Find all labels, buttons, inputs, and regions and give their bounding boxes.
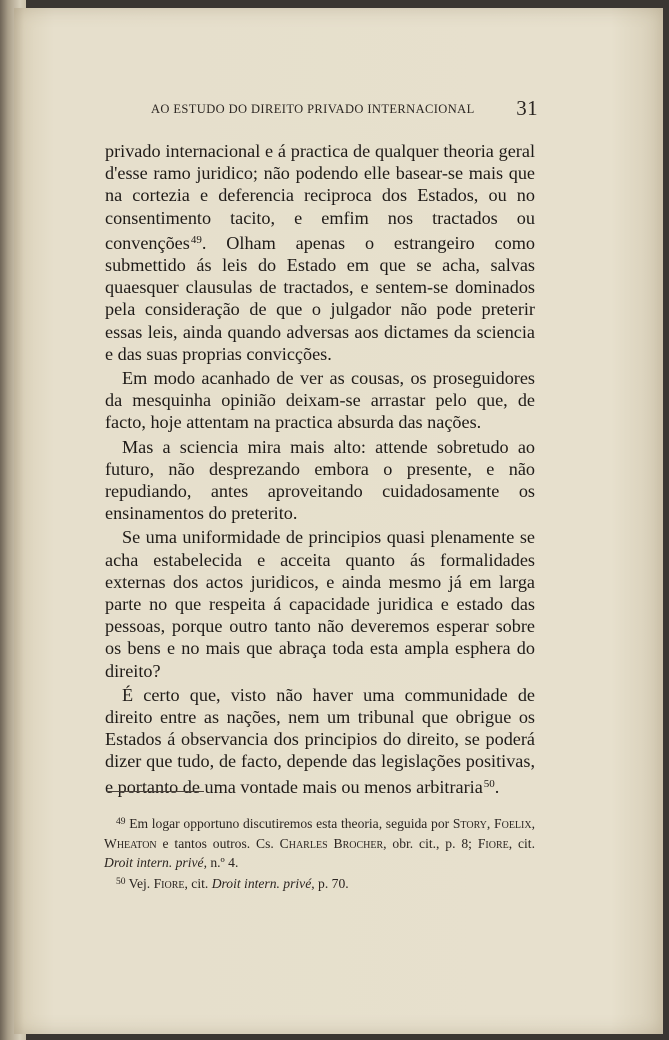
paragraph: Mas a sciencia mira mais alto: attende sobretudo ao futuro, não desprezando embora o presente, e não repudiando, antes aproveitando cuidadosamente os ensinamentos do preterito. [105,436,535,524]
paragraph-text: . [494,776,500,797]
footnote-ref: 50 [483,777,495,790]
footnote-text: , p. 70. [311,875,349,891]
footnote [104,873,535,894]
footnote-text: Em logar opportuno discutiremos esta theoria, seguida por [129,816,450,831]
footnote-text: Vej. [128,875,151,891]
footnote-text: , cit. [184,875,209,891]
header-title: AO ESTUDO DO DIREITO PRIVADO INTERNACIONAL [151,102,475,116]
footnote-text: , cit. [508,835,535,851]
work-title: Droit intern. privé [104,855,204,871]
footnote [104,813,535,873]
footnote-number: 49 [116,817,126,827]
footnote-text: , n.º 4. [203,855,239,871]
work-title: Droit intern. privé [211,875,312,891]
author-name: Fiore [477,835,509,851]
footnotes [104,813,535,893]
paragraph-text: É certo que, visto não haver uma communidade de direito entre as nações, nem um tribunal que obrigue os Estados á observancia dos principios do direito, se poderá dizer que tudo, de facto, depende das legislações positivas, e portanto de uma vontade mais ou menos arbitraria [105,684,535,797]
paragraph-text: privado internacional e á practica de qualquer theoria geral d'esse ramo juridico; não podendo elle basear-se mais que na cortezia e deferencia reciproca dos Estados, ou no consentimento tacito, e emfim nos tractados ou convenções [105,141,535,253]
footnote-ref: 49 [190,233,202,246]
footnote-divider [107,791,204,792]
main-text [105,140,535,800]
paragraph: Se uma uniformidade de principios quasi plenamente se acha estabelecida e acceita quanto ás formalidades externas dos actos juridicos, e ainda mesmo já em larga parte no que respeita á capacidade juridica e estado das pessoas, porque outro tanto não deveremos esperar sobre os bens e no mais que abraça toda esta ampla esphera do direito? [105,527,535,681]
footnote-text: , [531,816,535,831]
footnote-number: 50 [116,876,126,887]
footnote-text: , obr. cit., p. 8; [383,835,472,851]
paragraph [105,140,535,365]
paragraph: Em modo acanhado de ver as cousas, os proseguidores da mesquinha opinião deixam-se arrastar pelo que, de facto, hoje attentam na practica absurda das nações. [105,368,535,433]
author-name: Story [452,816,487,831]
footnote-text: , [486,816,491,831]
paragraph-text: . Olham apenas o estrangeiro como submettido ás leis do Estado em que se acha, salvas quaesquer clausulas de tractados, e sentem-se dominados pela consideração de que o julgador não pode preterir essas leis, ainda quando adversas aos dictames da sciencia e das suas proprias convicções. [105,232,535,364]
author-name: Charles Brocher [279,835,384,851]
author-name: Wheaton [104,835,157,851]
footnote-text: e tantos outros. Cs. [162,835,274,851]
author-name: Foelix [494,816,532,831]
paragraph [105,684,535,798]
page-number: 31 [516,96,538,120]
author-name: Fiore [153,875,185,891]
